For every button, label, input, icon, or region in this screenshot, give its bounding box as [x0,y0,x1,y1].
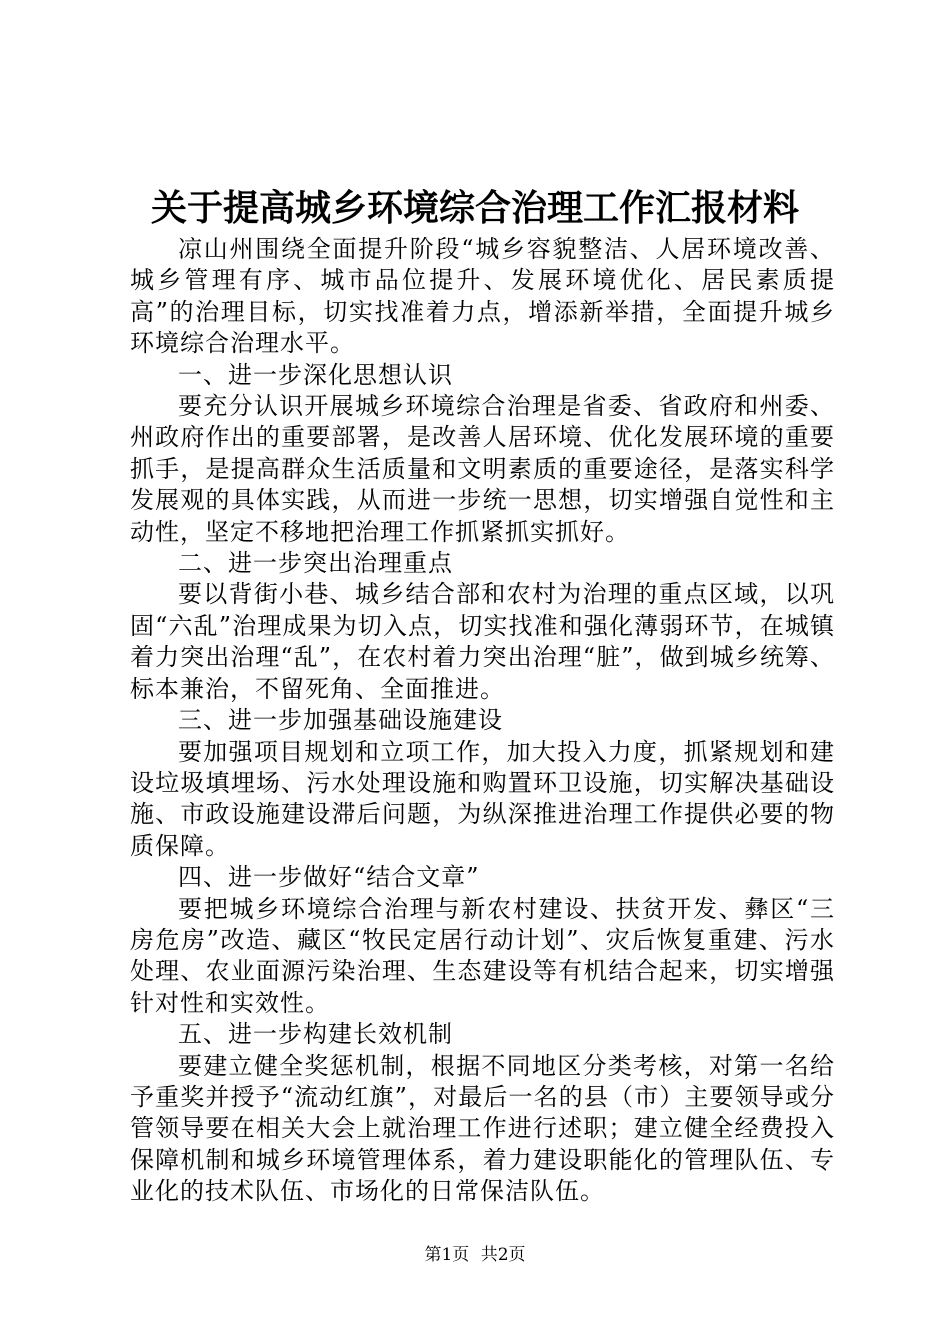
document-body [130,234,835,1208]
section-heading-4: 四、进一步做好“结合文章” [178,863,480,892]
page-number-current: 第1页 [424,1245,470,1265]
paragraph-section-4: 要把城乡环境综合治理与新农村建设、扶贫开发、彝区“三房危房”改造、藏区“牧民定居行动计划”、灾后恢复重建、污水处理、农业面源污染治理、生态建设等有机结合起来，切实增强针对性和实效性。 [130,894,835,1017]
page-number-total: 共2页 [480,1245,526,1265]
section-heading-5: 五、进一步构建长效机制 [178,1020,453,1049]
section-heading-2: 二、进一步突出治理重点 [178,549,453,578]
paragraph-section-5: 要建立健全奖惩机制，根据不同地区分类考核，对第一名给予重奖并授予“流动红旗”，对最后一名的县（市）主要领导或分管领导要在相关大会上就治理工作进行述职；建立健全经费投入保障机制和城乡环境管理体系，着力建设职能化的管理队伍、专业化的技术队伍、市场化的日常保洁队伍。 [130,1051,835,1206]
section-heading-1: 一、进一步深化思想认识 [178,360,453,389]
paragraph-intro: 凉山州围绕全面提升阶段“城乡容貌整洁、人居环境改善、城乡管理有序、城市品位提升、发展环境优化、居民素质提高”的治理目标，切实找准着力点，增添新举措，全面提升城乡环境综合治理水平。 [130,235,835,358]
section-heading-3: 三、进一步加强基础设施建设 [178,706,503,735]
paragraph-section-3: 要加强项目规划和立项工作，加大投入力度，抓紧规划和建设垃圾填埋场、污水处理设施和购置环卫设施，切实解决基础设施、市政设施建设滞后问题，为纵深推进治理工作提供必要的物质保障。 [130,737,835,860]
document-title: 关于提高城乡环境综合治理工作汇报材料 [150,187,799,229]
paragraph-section-1: 要充分认识开展城乡环境综合治理是省委、省政府和州委、州政府作出的重要部署，是改善人居环境、优化发展环境的重要抓手，是提高群众生活质量和文明素质的重要途径，是落实科学发展观的具体实践，从而进一步统一思想，切实增强自觉性和主动性，坚定不移地把治理工作抓紧抓实抓好。 [130,392,835,546]
paragraph-section-2: 要以背街小巷、城乡结合部和农村为治理的重点区域，以巩固“六乱”治理成果为切入点，切实找准和强化薄弱环节，在城镇着力突出治理“乱”，在农村着力突出治理“脏”，做到城乡统筹、标本兼治，不留死角、全面推进。 [130,580,835,703]
page-footer [0,1244,950,1266]
